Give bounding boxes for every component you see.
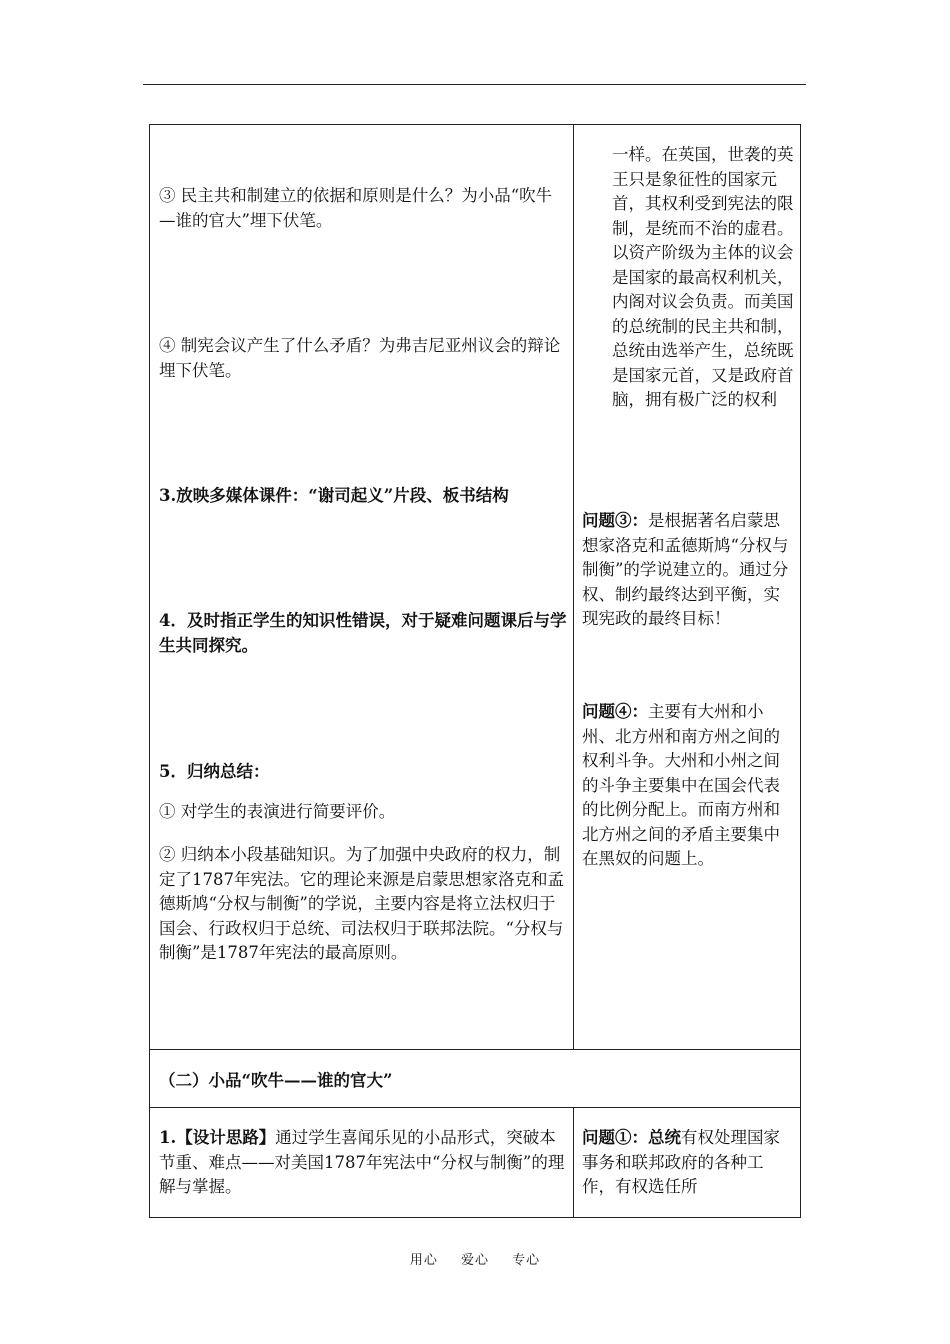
answer-1-label: 问题①： [582, 1128, 648, 1147]
section-heading: （二）小品“吹牛——谁的官大” [159, 1071, 393, 1090]
design-number: 1. [159, 1128, 177, 1147]
answer-4-text: 主要有大州和小州、北方州和南方州之间的权利斗争。大州和小州之间的斗争主要集中在国会代表的比例分配上。而南方州和北方州之间的矛盾主要集中在黑奴的问题上。 [582, 702, 780, 868]
answer-2-continued: 一样。在英国，世袭的英王只是象征性的国家元首，其权利受到宪法的限制，是统而不治的虚君。以资产阶级为主体的议会是国家的最高权利机关，内阁对议会负责。而美国的总统制的民主共和制，总统由选举产生，总统既是国家元首，又是政府首脑，拥有极广泛的权利 [612, 145, 794, 409]
header-rule [143, 84, 806, 85]
answer-1 [582, 1126, 794, 1200]
footer-word-3: 专心 [512, 1253, 541, 1268]
design-idea [159, 1126, 567, 1200]
column-divider-bottom [573, 1107, 574, 1218]
step-5-summary: 5．归纳总结： [159, 762, 270, 781]
design-label: 【设计思路】 [176, 1128, 276, 1147]
design-text: 通过学生喜闻乐见的小品形式，突破本节重、难点——对美国1787年宪法中“分权与制衡”的理解与掌握。 [159, 1128, 565, 1196]
answer-4 [582, 700, 794, 872]
row-divider-1 [149, 1049, 801, 1050]
answer-3 [582, 509, 794, 632]
step-4-correction: 4．及时指正学生的知识性错误，对于疑难问题课后与学生共同探究。 [159, 611, 567, 655]
row-divider-2 [149, 1107, 801, 1108]
answer-4-label: 问题④： [582, 702, 648, 721]
summary-point-1: ① 对学生的表演进行简要评价。 [159, 802, 396, 821]
page-footer [0, 1249, 950, 1268]
answer-1-text: 有权处理国家事务和联邦政府的各种工作，有权选任所 [582, 1128, 780, 1196]
question-4-note: ④ 制宪会议产生了什么矛盾？为弗吉尼亚州议会的辩论埋下伏笔。 [159, 336, 561, 380]
footer-word-2: 爱心 [460, 1253, 489, 1268]
answer-3-text: 是根据著名启蒙思想家洛克和孟德斯鸠“分权与制衡”的学说建立的。通过分权、制约最终达到平衡，实现宪政的最终目标！ [582, 511, 789, 628]
answer-3-label: 问题③： [582, 511, 648, 530]
summary-point-2: ② 归纳本小段基础知识。为了加强中央政府的权力，制定了1787年宪法。它的理论来源是启蒙思想家洛克和孟德斯鸠“分权与制衡”的学说，主要内容是将立法权归于国会、行政权归于总统、司法权归于联邦法院。“分权与制衡”是1787年宪法的最高原则。 [159, 845, 564, 962]
step-3-multimedia: 3.放映多媒体课件：“谢司起义”片段、板书结构 [159, 486, 509, 505]
footer-word-1: 用心 [409, 1253, 438, 1268]
question-3-note: ③ 民主共和制建立的依据和原则是什么？为小品“吹牛—谁的官大”埋下伏笔。 [159, 186, 553, 230]
column-divider-top [573, 124, 574, 1050]
answer-1-keyword: 总统 [648, 1128, 681, 1147]
